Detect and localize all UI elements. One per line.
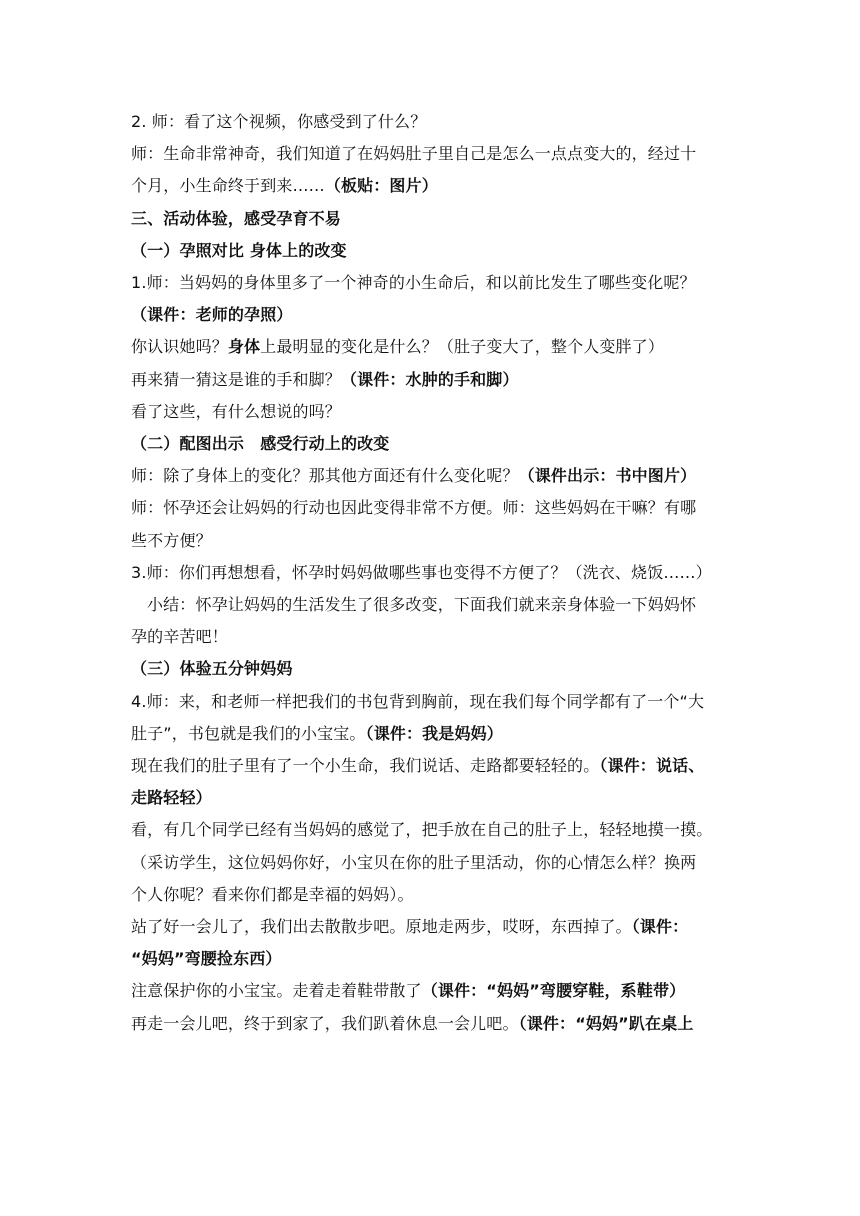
text-segment: 你认识她吗？ xyxy=(131,337,228,356)
text-segment: 看，有几个同学已经有当妈妈的感觉了，把手放在自己的肚子上，轻轻地摸一摸。 xyxy=(131,820,713,839)
text-line xyxy=(131,563,731,583)
text-segment: 个月，小生命终于到来…… xyxy=(131,176,325,195)
text-line xyxy=(131,498,731,518)
text-line xyxy=(131,981,731,1001)
text-segment: 孕的辛苦吧！ xyxy=(131,627,228,646)
text-line xyxy=(131,1014,731,1034)
text-segment: 个人你呢？看来你们都是幸福的妈妈）。 xyxy=(131,885,414,904)
text-line xyxy=(131,949,731,969)
text-segment: 再来猜一猜这是谁的手和脚？ xyxy=(131,370,341,389)
text-segment: 上最明显的变化是什么？（肚子变大了，整个人变胖了） xyxy=(260,337,664,356)
text-segment: 师：生命非常神奇，我们知道了在妈妈肚子里自己是怎么一点点变大的，经过十 xyxy=(131,144,697,163)
text-line xyxy=(131,112,731,132)
text-segment: 注意保护你的小宝宝。走着走着鞋带散了 xyxy=(131,981,422,1000)
text-line xyxy=(131,402,731,422)
text-line xyxy=(131,627,731,647)
bold-text-segment: （课件：水肿的手和脚） xyxy=(340,370,519,389)
text-segment: 站了好一会儿了，我们出去散散步吧。原地走两步，哎呀，东西掉了。 xyxy=(131,917,632,936)
text-line xyxy=(131,466,731,486)
text-segment: 4.师：来，和老师一样把我们的书包背到胸前，现在我们每个同学都有了一个“大 xyxy=(131,692,705,711)
text-line xyxy=(131,885,731,905)
bold-text-segment: （课件：说话、 xyxy=(599,756,705,775)
text-line xyxy=(131,209,731,229)
text-segment: 1.师：当妈妈的身体里多了一个神奇的小生命后，和以前比发生了哪些变化呢？ xyxy=(131,273,696,292)
bold-text-segment: “妈妈”弯腰捡东西） xyxy=(131,949,282,968)
text-line xyxy=(131,241,731,261)
bold-text-segment: （三）体验五分钟妈妈 xyxy=(131,659,293,678)
text-line xyxy=(131,692,731,712)
bold-text-segment: 身体 xyxy=(227,337,261,356)
text-line xyxy=(131,788,731,808)
text-line xyxy=(131,724,731,744)
bold-text-segment: （课件：老师的孕照） xyxy=(131,305,293,324)
text-segment: 再走一会儿吧，终于到家了，我们趴着休息一会儿吧。 xyxy=(131,1014,519,1033)
bold-text-segment: 走路轻轻） xyxy=(131,788,212,807)
text-line xyxy=(131,176,731,196)
text-segment: （采访学生，这位妈妈你好，小宝贝在你的肚子里活动，你的心情怎么样？换两 xyxy=(131,853,697,872)
bold-text-segment: （课件：“妈妈”趴在桌上 xyxy=(518,1014,694,1033)
text-line xyxy=(131,756,731,776)
text-segment: 肚子”，书包就是我们的小宝宝。 xyxy=(131,724,366,743)
bold-text-segment: （课件出示：书中图片） xyxy=(518,466,697,485)
text-segment: 2. 师：看了这个视频，你感受到了什么？ xyxy=(131,112,427,131)
text-segment: 现在我们的肚子里有了一个小生命，我们说话、走路都要轻轻的。 xyxy=(131,756,600,775)
text-line xyxy=(131,434,731,454)
bold-text-segment: （一）孕照对比 身体上的改变 xyxy=(131,241,347,260)
text-line xyxy=(131,853,731,873)
text-line xyxy=(131,305,731,325)
text-segment: 师：除了身体上的变化？那其他方面还有什么变化呢？ xyxy=(131,466,519,485)
text-line xyxy=(131,659,731,679)
text-line xyxy=(131,144,731,164)
text-segment: 3.师：你们再想想看，怀孕时妈妈做哪些事也变得不方便了？（洗衣、烧饭……） xyxy=(131,563,712,582)
bold-text-segment: （二）配图出示 感受行动上的改变 xyxy=(131,434,390,453)
text-line xyxy=(131,917,731,937)
bold-text-segment: （课件：“妈妈”弯腰穿鞋，系鞋带） xyxy=(421,981,686,1000)
bold-text-segment: （板贴：图片） xyxy=(324,176,438,195)
text-line xyxy=(147,595,747,615)
text-line xyxy=(131,820,731,840)
bold-text-segment: （课件：我是妈妈） xyxy=(365,724,503,743)
text-segment: 小结：怀孕让妈妈的生活发生了很多改变，下面我们就来亲身体验一下妈妈怀 xyxy=(147,595,697,614)
text-line xyxy=(131,531,731,551)
bold-text-segment: （课件： xyxy=(631,917,689,936)
text-segment: 看了这些，有什么想说的吗？ xyxy=(131,402,341,421)
text-segment: 些不方便？ xyxy=(131,531,212,550)
bold-text-segment: 三、活动体验，感受孕育不易 xyxy=(131,209,341,228)
text-line xyxy=(131,273,731,293)
text-line xyxy=(131,337,731,357)
text-line xyxy=(131,370,731,390)
text-segment: 师：怀孕还会让妈妈的行动也因此变得非常不方便。师：这些妈妈在干嘛？有哪 xyxy=(131,498,697,517)
